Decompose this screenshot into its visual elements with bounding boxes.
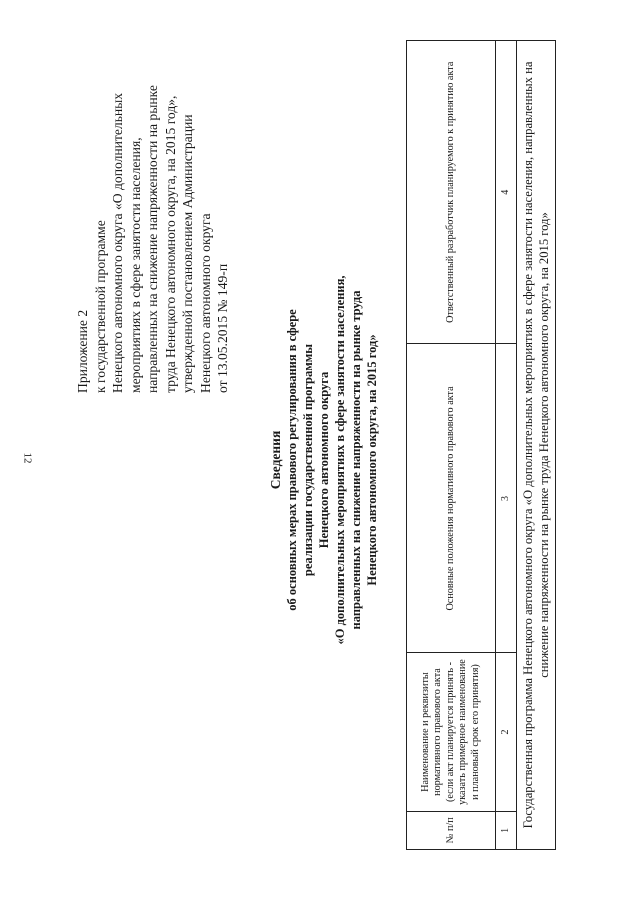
document-title xyxy=(268,80,380,840)
appendix-line: Приложение 2 xyxy=(75,309,90,393)
program-title-cell: Государственная программа Ненецкого автономного округа «О дополнительных мероприятиях в сфере занятости населения, направленных на снижение напряженности на рынке труда Ненецкого автономного округа, на 2015 год» xyxy=(517,41,556,850)
measures-table xyxy=(406,40,556,850)
appendix-note xyxy=(74,13,232,393)
title-line: Ненецкого автономного округа xyxy=(317,371,331,549)
appendix-line: утвержденной постановлением Администрации xyxy=(180,114,195,393)
header-act-provisions: Основные положения нормативного правового акта xyxy=(407,344,496,653)
appendix-line: от 13.05.2015 № 149-п xyxy=(215,263,230,393)
column-number-row xyxy=(496,41,517,850)
header-responsible-developer: Ответственный разработчик планируемого к принятию акта xyxy=(407,41,496,344)
title-line: реализации государственной программы xyxy=(301,343,315,577)
title-line: Ненецкого автономного округа, на 2015 год» xyxy=(365,334,379,586)
table-header-row xyxy=(407,41,496,850)
rotated-page-content xyxy=(70,20,610,880)
column-number: 2 xyxy=(496,653,517,811)
header-act-name: Наименование и реквизиты нормативного правового акта (если акт планируется принять - указать примерное наименование и плановый срок его принятия) xyxy=(407,653,496,811)
title-line: об основных мерах правового регулирования в сфере xyxy=(285,309,299,611)
column-number: 4 xyxy=(496,41,517,344)
appendix-line: Ненецкого автономного округа xyxy=(197,213,213,393)
program-row xyxy=(517,41,556,850)
appendix-line: труда Ненецкого автономного округа, на 2015 год», xyxy=(162,95,178,393)
appendix-line: направленных на снижение напряженности на рынке xyxy=(145,85,160,393)
title-line: направленных на снижение напряженности на рынке труда xyxy=(349,290,363,630)
column-number: 3 xyxy=(496,344,517,653)
header-number: № п/п xyxy=(407,811,496,849)
appendix-line: Ненецкого автономного округа «О дополнительных xyxy=(110,92,125,393)
page-number: 12 xyxy=(21,452,34,464)
appendix-line: мероприятиях в сфере занятости населения, xyxy=(127,137,143,393)
column-number: 1 xyxy=(496,811,517,849)
title-line: Сведения xyxy=(268,430,283,490)
title-line: «О дополнительных мероприятиях в сфере занятости населения, xyxy=(333,275,347,645)
appendix-line: к государственной программе xyxy=(92,220,108,393)
